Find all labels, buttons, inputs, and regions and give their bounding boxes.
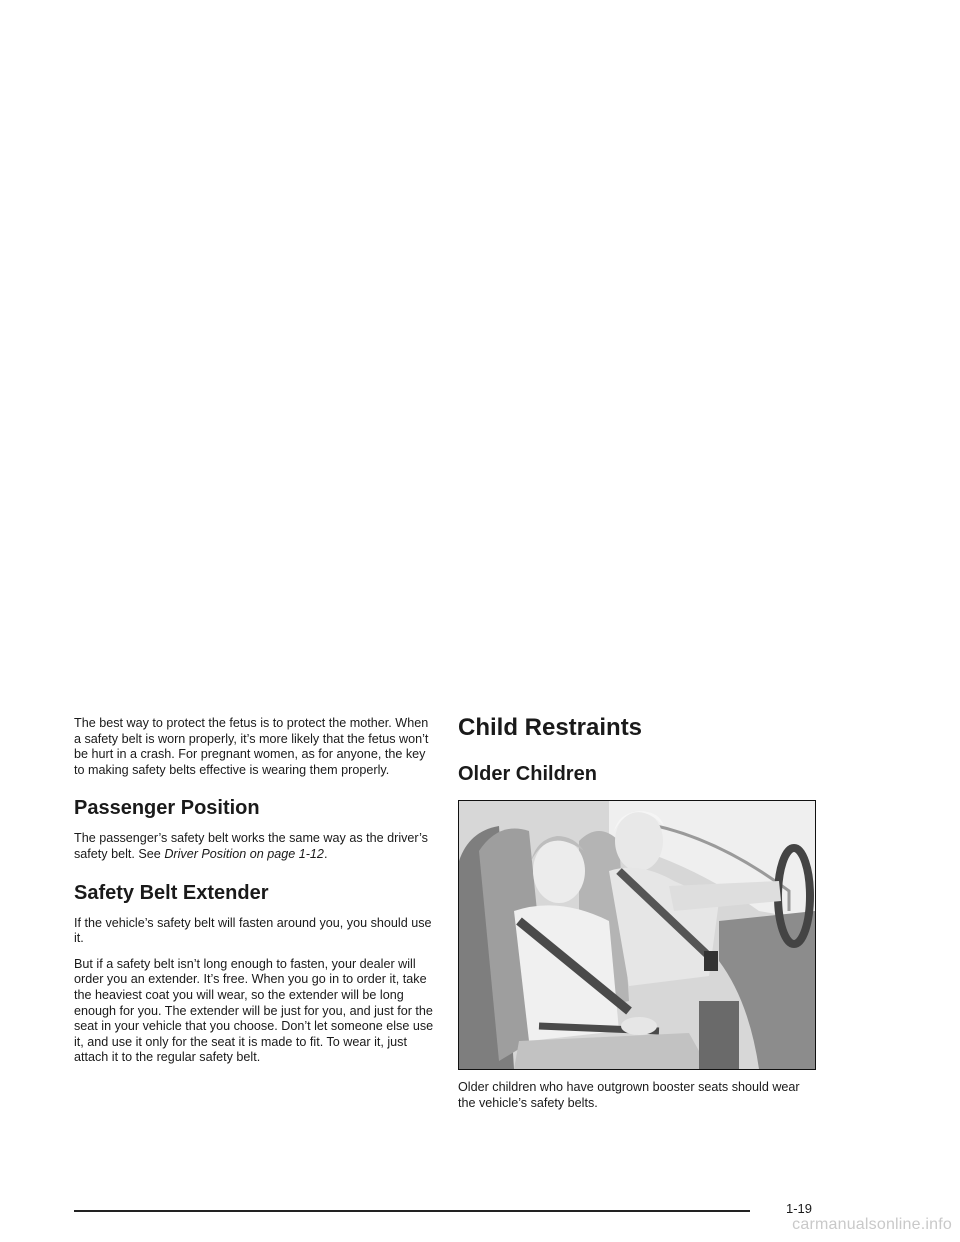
safety-belt-extender-heading: Safety Belt Extender xyxy=(74,881,269,904)
passenger-position-period: . xyxy=(323,846,328,861)
left-column xyxy=(74,716,436,1076)
intro-paragraph: The best way to protect the fetus is to protect the mother. When a safety belt is worn properly, it’s more likely that the fetus won’t be hurt in a crash. For pregnant women, as for anyone, the key to making safety belts effective is wearing them properly. xyxy=(74,716,429,777)
older-children-photo xyxy=(458,800,816,1070)
photo-caption: Older children who have outgrown booster seats should wear the vehicle’s safety belts. xyxy=(458,1080,800,1110)
passenger-position-paragraph xyxy=(74,831,436,862)
passenger-position-text: The passenger’s safety belt works the same way as the driver’s safety belt. See xyxy=(74,831,428,861)
section-title: Child Restraints xyxy=(458,714,643,741)
passenger-position-heading: Passenger Position xyxy=(74,797,260,820)
watermark: carmanualsonline.info xyxy=(792,1216,952,1233)
footer-rule xyxy=(74,1210,750,1212)
extender-paragraph-1: If the vehicle’s safety belt will fasten around you, you should use it. xyxy=(74,915,432,946)
page-number: 1-19 xyxy=(786,1201,813,1216)
extender-paragraph-2: But if a safety belt isn’t long enough to fasten, your dealer will order you an extender. It’s free. When you go in to order it, take the heaviest coat you will wear, so the extender will be long enough for you. The extender will be just for you, and just for the seat in your vehicle that you choose. Don’t let someone else use it, and use it only for the seat it is made to fit. To wear it, just attach it to the regular safety belt. xyxy=(74,956,434,1065)
right-column xyxy=(458,716,818,1121)
subsection-title: Older Children xyxy=(458,763,597,785)
driver-position-link[interactable]: Driver Position on page 1-12 xyxy=(164,846,324,861)
